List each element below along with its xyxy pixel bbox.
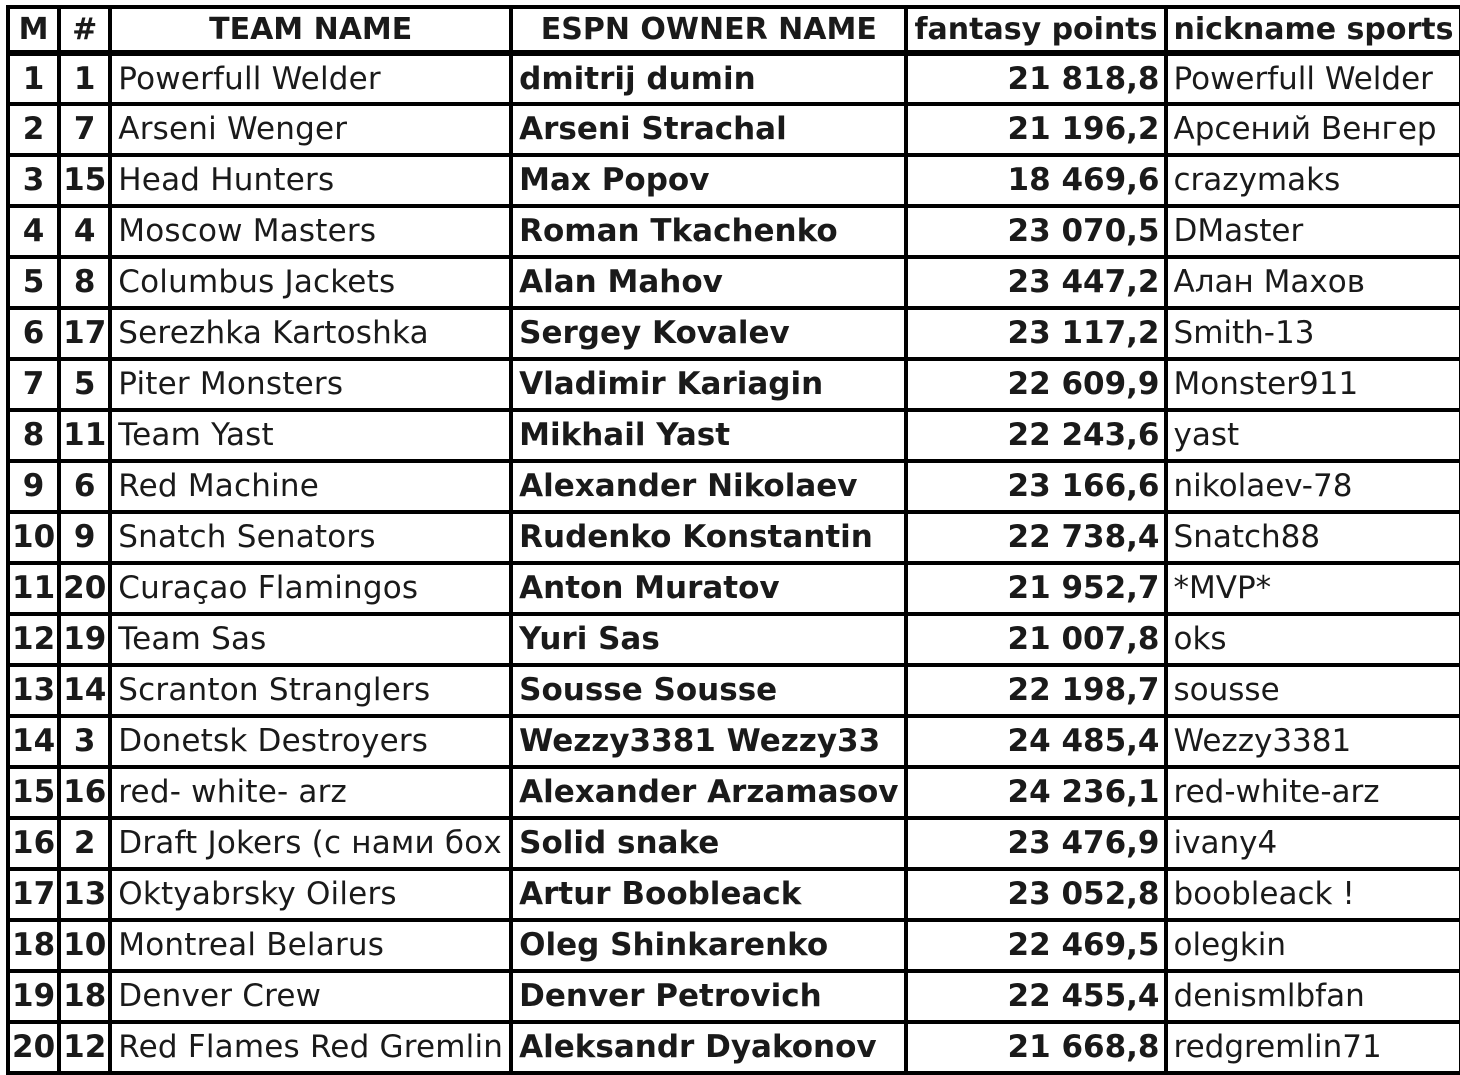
- cell-points: 22 609,9: [906, 359, 1165, 410]
- header-m: M: [8, 7, 59, 53]
- cell-points: 22 469,5: [906, 920, 1165, 971]
- cell-num: 16: [59, 767, 110, 818]
- cell-points: 23 070,5: [906, 206, 1165, 257]
- cell-num: 2: [59, 818, 110, 869]
- table-row: [8, 461, 1460, 512]
- cell-team: Powerfull Welder: [110, 53, 511, 104]
- standings-table: [6, 5, 1460, 1075]
- cell-points: 22 738,4: [906, 512, 1165, 563]
- cell-m: 20: [8, 1022, 59, 1073]
- cell-num: 7: [59, 104, 110, 155]
- cell-nickname: red-white-arz: [1166, 767, 1460, 818]
- cell-owner: Oleg Shinkarenko: [511, 920, 906, 971]
- cell-team: Moscow Masters: [110, 206, 511, 257]
- cell-points: 22 455,4: [906, 971, 1165, 1022]
- table-row: [8, 665, 1460, 716]
- cell-m: 18: [8, 920, 59, 971]
- cell-m: 2: [8, 104, 59, 155]
- cell-points: 18 469,6: [906, 155, 1165, 206]
- cell-m: 16: [8, 818, 59, 869]
- cell-num: 13: [59, 869, 110, 920]
- cell-nickname: DMaster: [1166, 206, 1460, 257]
- cell-nickname: Wezzy3381: [1166, 716, 1460, 767]
- cell-nickname: olegkin: [1166, 920, 1460, 971]
- cell-m: 12: [8, 614, 59, 665]
- cell-team: Denver Crew: [110, 971, 511, 1022]
- cell-team: Montreal Belarus: [110, 920, 511, 971]
- table-row: [8, 716, 1460, 767]
- header-nickname: nickname sports: [1166, 7, 1460, 53]
- table-row: [8, 104, 1460, 155]
- cell-m: 19: [8, 971, 59, 1022]
- table-row: [8, 971, 1460, 1022]
- table-row: [8, 206, 1460, 257]
- cell-m: 9: [8, 461, 59, 512]
- cell-team: Team Sas: [110, 614, 511, 665]
- cell-nickname: Powerfull Welder: [1166, 53, 1460, 104]
- cell-points: 21 196,2: [906, 104, 1165, 155]
- cell-m: 7: [8, 359, 59, 410]
- cell-owner: Rudenko Konstantin: [511, 512, 906, 563]
- cell-team: Head Hunters: [110, 155, 511, 206]
- cell-points: 23 052,8: [906, 869, 1165, 920]
- cell-m: 5: [8, 257, 59, 308]
- table-row: [8, 410, 1460, 461]
- cell-owner: Vladimir Kariagin: [511, 359, 906, 410]
- cell-points: 23 117,2: [906, 308, 1165, 359]
- table-row: [8, 257, 1460, 308]
- cell-points: 23 447,2: [906, 257, 1165, 308]
- cell-owner: Alan Mahov: [511, 257, 906, 308]
- table-row: [8, 614, 1460, 665]
- table-row: [8, 308, 1460, 359]
- cell-team: Serezhka Kartoshka: [110, 308, 511, 359]
- cell-num: 3: [59, 716, 110, 767]
- cell-owner: Aleksandr Dyakonov: [511, 1022, 906, 1073]
- cell-num: 12: [59, 1022, 110, 1073]
- cell-nickname: oks: [1166, 614, 1460, 665]
- cell-num: 14: [59, 665, 110, 716]
- cell-nickname: boobleack !: [1166, 869, 1460, 920]
- cell-m: 1: [8, 53, 59, 104]
- table-row: [8, 818, 1460, 869]
- cell-owner: Arseni Strachal: [511, 104, 906, 155]
- cell-owner: Anton Muratov: [511, 563, 906, 614]
- cell-nickname: Алан Махов: [1166, 257, 1460, 308]
- cell-team: Curaçao Flamingos: [110, 563, 511, 614]
- cell-points: 21 668,8: [906, 1022, 1165, 1073]
- cell-m: 14: [8, 716, 59, 767]
- cell-owner: Max Popov: [511, 155, 906, 206]
- header-owner-name: ESPN OWNER NAME: [511, 7, 906, 53]
- table-row: [8, 512, 1460, 563]
- cell-points: 21 818,8: [906, 53, 1165, 104]
- cell-points: 23 166,6: [906, 461, 1165, 512]
- cell-m: 4: [8, 206, 59, 257]
- cell-owner: Alexander Nikolaev: [511, 461, 906, 512]
- cell-owner: Roman Tkachenko: [511, 206, 906, 257]
- cell-m: 15: [8, 767, 59, 818]
- cell-owner: Sergey Kovalev: [511, 308, 906, 359]
- cell-owner: Wezzy3381 Wezzy33: [511, 716, 906, 767]
- cell-team: Red Flames Red Gremlin: [110, 1022, 511, 1073]
- cell-owner: Yuri Sas: [511, 614, 906, 665]
- cell-points: 21 952,7: [906, 563, 1165, 614]
- cell-num: 1: [59, 53, 110, 104]
- cell-num: 18: [59, 971, 110, 1022]
- cell-num: 9: [59, 512, 110, 563]
- table-row: [8, 155, 1460, 206]
- cell-team: Scranton Stranglers: [110, 665, 511, 716]
- cell-team: Piter Monsters: [110, 359, 511, 410]
- cell-points: 24 236,1: [906, 767, 1165, 818]
- cell-nickname: Monster911: [1166, 359, 1460, 410]
- cell-num: 11: [59, 410, 110, 461]
- cell-points: 22 243,6: [906, 410, 1165, 461]
- cell-m: 11: [8, 563, 59, 614]
- table-row: [8, 920, 1460, 971]
- table-body: [8, 53, 1460, 1073]
- cell-nickname: crazymaks: [1166, 155, 1460, 206]
- cell-nickname: nikolaev-78: [1166, 461, 1460, 512]
- cell-num: 15: [59, 155, 110, 206]
- cell-nickname: yast: [1166, 410, 1460, 461]
- cell-points: 21 007,8: [906, 614, 1165, 665]
- header-row: [8, 7, 1460, 53]
- cell-team: Arseni Wenger: [110, 104, 511, 155]
- cell-nickname: Snatch88: [1166, 512, 1460, 563]
- cell-num: 6: [59, 461, 110, 512]
- cell-owner: Denver Petrovich: [511, 971, 906, 1022]
- cell-num: 10: [59, 920, 110, 971]
- cell-team: Snatch Senators: [110, 512, 511, 563]
- cell-points: 23 476,9: [906, 818, 1165, 869]
- cell-team: Columbus Jackets: [110, 257, 511, 308]
- cell-owner: dmitrij dumin: [511, 53, 906, 104]
- cell-team: Oktyabrsky Oilers: [110, 869, 511, 920]
- header-num: #: [59, 7, 110, 53]
- cell-m: 3: [8, 155, 59, 206]
- cell-team: red- white- arz: [110, 767, 511, 818]
- cell-owner: Artur Boobleack: [511, 869, 906, 920]
- cell-team: Draft Jokers (с нами бох: [110, 818, 511, 869]
- table-row: [8, 767, 1460, 818]
- cell-owner: Alexander Arzamasov: [511, 767, 906, 818]
- table-row: [8, 563, 1460, 614]
- cell-owner: Sousse Sousse: [511, 665, 906, 716]
- cell-m: 17: [8, 869, 59, 920]
- cell-num: 5: [59, 359, 110, 410]
- cell-num: 20: [59, 563, 110, 614]
- cell-nickname: Smith-13: [1166, 308, 1460, 359]
- cell-nickname: denismlbfan: [1166, 971, 1460, 1022]
- cell-points: 24 485,4: [906, 716, 1165, 767]
- cell-nickname: redgremlin71: [1166, 1022, 1460, 1073]
- header-fantasy-points: fantasy points: [906, 7, 1165, 53]
- cell-owner: Solid snake: [511, 818, 906, 869]
- table-row: [8, 1022, 1460, 1073]
- table-row: [8, 869, 1460, 920]
- cell-nickname: ivany4: [1166, 818, 1460, 869]
- cell-m: 10: [8, 512, 59, 563]
- cell-m: 13: [8, 665, 59, 716]
- cell-team: Donetsk Destroyers: [110, 716, 511, 767]
- cell-m: 6: [8, 308, 59, 359]
- cell-nickname: Арсений Венгер: [1166, 104, 1460, 155]
- cell-num: 17: [59, 308, 110, 359]
- table-header: [8, 7, 1460, 53]
- cell-num: 4: [59, 206, 110, 257]
- cell-num: 8: [59, 257, 110, 308]
- cell-nickname: sousse: [1166, 665, 1460, 716]
- header-team-name: TEAM NAME: [110, 7, 511, 53]
- cell-team: Team Yast: [110, 410, 511, 461]
- cell-points: 22 198,7: [906, 665, 1165, 716]
- table-row: [8, 359, 1460, 410]
- cell-nickname: *MVP*: [1166, 563, 1460, 614]
- cell-m: 8: [8, 410, 59, 461]
- cell-team: Red Machine: [110, 461, 511, 512]
- standings-container: [6, 5, 1460, 1075]
- table-row: [8, 53, 1460, 104]
- cell-num: 19: [59, 614, 110, 665]
- cell-owner: Mikhail Yast: [511, 410, 906, 461]
